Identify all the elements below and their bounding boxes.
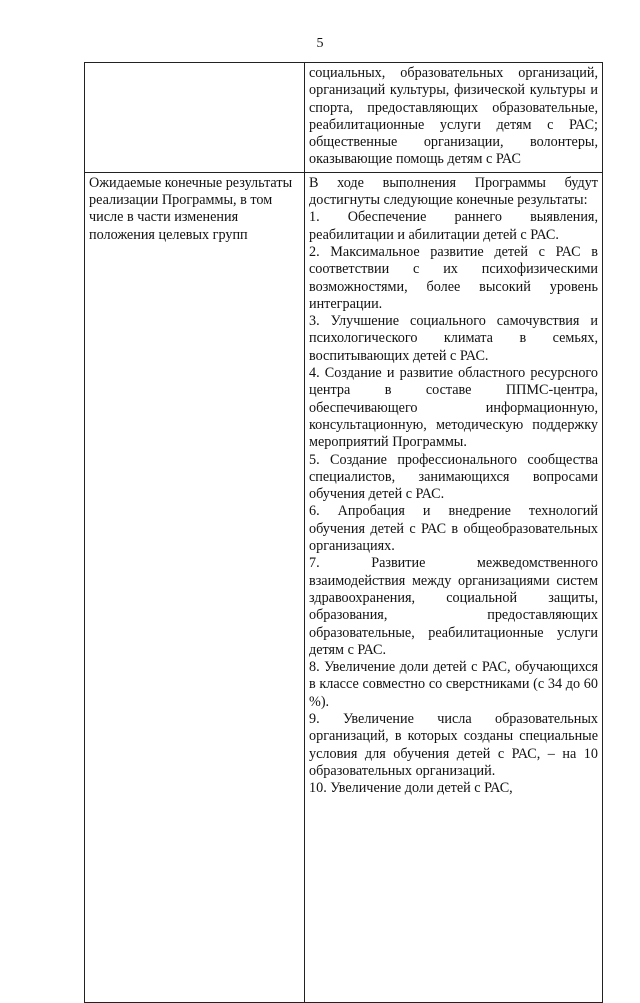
row1-left-cell — [85, 63, 305, 173]
result-item-7: 7. Развитие межведомственного взаимодействия между организациями систем здравоохранения, социальной защиты, образования, предоставляющих образовательные, реабилитационные услуги детям с РАС. — [309, 555, 598, 658]
row1-right-cell — [305, 63, 603, 173]
result-item-1: 1. Обеспечение раннего выявления, реабилитации и абилитации детей с РАС. — [309, 209, 598, 243]
table-row — [85, 172, 603, 1002]
result-item-6: 6. Апробация и внедрение технологий обучения детей с РАС в общеобразовательных организациях. — [309, 503, 598, 555]
result-item-8: 8. Увеличение доли детей с РАС, обучающихся в классе совместно со сверстниками (с 34 до 60 %). — [309, 659, 598, 710]
results-intro: В ходе выполнения Программы будут достигнуты следующие конечные результаты: — [309, 174, 598, 209]
result-item-4: 4. Создание и развитие областного ресурсного центра в составе ППМС-центра, обеспечивающего информационную, консультационную, методическую поддержку мероприятий Программы. — [309, 365, 598, 451]
row2-left-cell: Ожидаемые конечные результаты реализации Программы, в том числе в части изменения положения целевых групп — [85, 172, 305, 1002]
row1-right-text: социальных, образовательных организаций, организаций культуры, физической культуры и спорта, предоставляющих образовательные, реабилитационные услуги детям с РАС; общественные организации, волонтеры, оказывающие помощь детям с РАС — [309, 65, 598, 168]
result-item-2: 2. Максимальное развитие детей с РАС в соответствии с их психофизическими возможностями, более высокий уровень интеграции. — [309, 243, 598, 312]
result-item-5: 5. Создание профессионального сообщества специалистов, занимающихся вопросами обучения детей с РАС. — [309, 451, 598, 503]
row2-right-cell — [305, 172, 603, 1002]
page-number: 5 — [316, 36, 324, 51]
program-passport-table — [84, 62, 603, 1003]
table-row — [85, 63, 603, 173]
result-item-9: 9. Увеличение числа образовательных организаций, в которых созданы специальные условия для обучения детей с РАС, – на 10 образовательных организаций. — [309, 710, 598, 779]
result-item-10: 10. Увеличение доли детей с РАС, — [309, 780, 513, 797]
result-item-3: 3. Улучшение социального самочувствия и психологического климата в семьях, воспитывающих детей с РАС. — [309, 313, 598, 364]
